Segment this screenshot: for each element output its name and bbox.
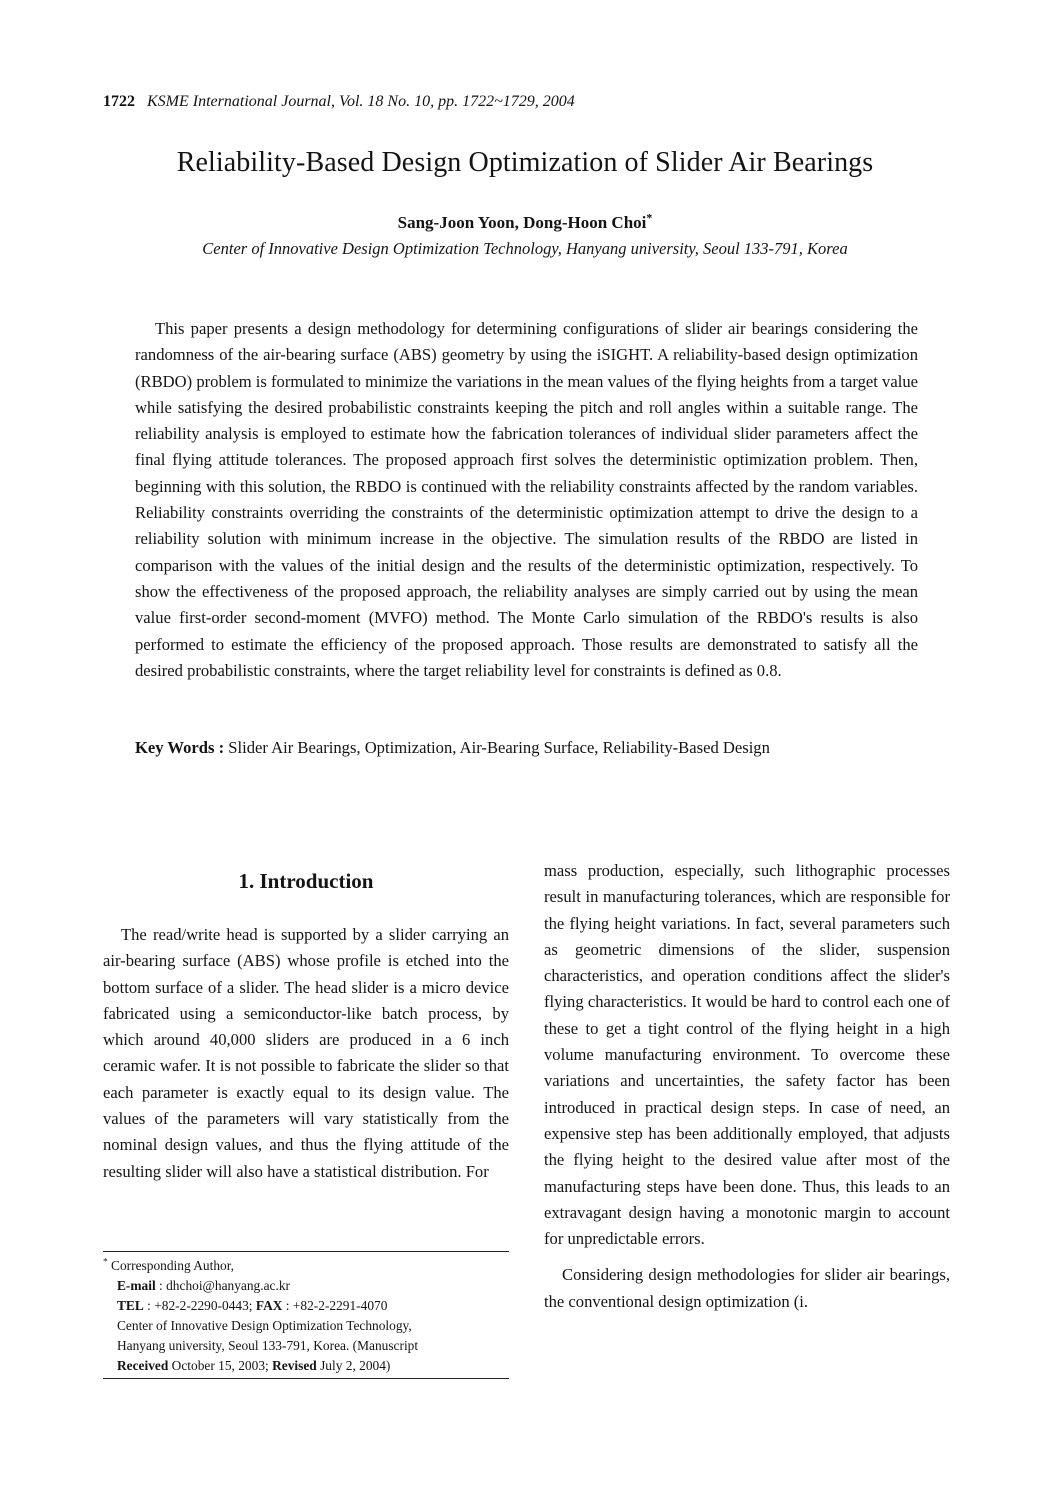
- footnote-address-2: Hanyang university, Seoul 133-791, Korea. (Manuscript: [117, 1338, 419, 1353]
- page-number: 1722: [103, 93, 135, 110]
- corresponding-author-mark: *: [646, 210, 653, 225]
- intro-paragraph-1-continued: mass production, especially, such lithographic processes result in manufacturing tolerances, which are responsible for the flying height variations. In fact, several parameters such as geometric dimensions of the slider, suspension characteristics, and operation conditions affect the slider's flying characteristics. It would be hard to control each one of these to get a tight control of the flying height in a high volume manufacturing environment. To overcome these variations and uncertainties, the safety factor has been introduced in practical design steps. In case of need, an expensive step has been additionally employed, that adjusts the flying height to the desired value after most of the manufacturing steps have been done. Thus, this leads to an extravagant design having a monotonic margin to account for unpredictable errors.: [544, 861, 950, 1249]
- footnote-mark: *: [103, 1257, 108, 1268]
- abstract: This paper presents a design methodology for determining configurations of slider air bearings considering the randomness of the air-bearing surface (ABS) geometry by using the iSIGHT. A reliability-based design optimization (RBDO) problem is formulated to minimize the variations in the mean values of the flying heights from a target value while satisfying the desired probabilistic constraints keeping the pitch and roll angles within a suitable range. The reliability analysis is employed to estimate how the fabrication tolerances of individual slider parameters affect the final flying attitude tolerances. The proposed approach first solves the deterministic optimization problem. Then, beginning with this solution, the RBDO is continued with the reliability constraints affected by the random variables. Reliability constraints overriding the constraints of the deterministic optimization attempt to drive the design to a reliability solution with minimum increase in the objective. The simulation results of the RBDO are listed in comparison with the values of the initial design and the results of the deterministic optimization, respectively. To show the effectiveness of the proposed approach, the reliability analyses are simply carried out by using the mean value first-order second-moment (MVFO) method. The Monte Carlo simulation of the RBDO's results is also performed to estimate the efficiency of the proposed approach. Those results are demonstrated to satisfy all the desired probabilistic constraints, where the target reliability level for constraints is defined as 0.8.: [135, 319, 918, 680]
- footnote-end-divider: [103, 1378, 509, 1379]
- keywords-label: Key Words :: [135, 738, 225, 757]
- footnote-dates: Received October 15, 2003; Revised July 2, 2004): [117, 1358, 391, 1373]
- intro-paragraph-2: Considering design methodologies for slider air bearings, the conventional design optimization (i.: [544, 1265, 950, 1311]
- author-list: [0, 212, 1050, 234]
- footnote-phone: TEL : +82-2-2290-0443; FAX : +82-2-2291-4070: [117, 1298, 388, 1313]
- paper-title: Reliability-Based Design Optimization of Slider Air Bearings: [176, 147, 874, 178]
- footnote-address-1: Center of Innovative Design Optimization Technology,: [117, 1318, 412, 1333]
- left-column: [103, 866, 509, 1185]
- keywords: [135, 736, 935, 760]
- section-heading-introduction: 1. Introduction: [238, 869, 374, 893]
- keywords-text: Slider Air Bearings, Optimization, Air-Bearing Surface, Reliability-Based Design: [228, 738, 770, 757]
- running-head: [103, 92, 575, 112]
- journal-citation: KSME International Journal, Vol. 18 No. 10, pp. 1722~1729, 2004: [147, 93, 575, 110]
- intro-paragraph-1: The read/write head is supported by a slider carrying an air-bearing surface (ABS) whose profile is etched into the bottom surface of a slider. The head slider is a micro device fabricated using a semiconductor-like batch process, by which around 40,000 sliders are produced in a 6 inch ceramic wafer. It is not possible to fabricate the slider so that each parameter is exactly equal to its design value. The values of the parameters will vary statistically from the nominal design values, and thus the flying attitude of the resulting slider will also have a statistical distribution. For: [103, 925, 509, 1181]
- footnote: [103, 1256, 509, 1376]
- footnote-email: E-mail : dhchoi@hanyang.ac.kr: [117, 1278, 290, 1293]
- footnote-line-1: * Corresponding Author,: [103, 1257, 234, 1273]
- right-column: [544, 858, 950, 1315]
- author-affiliation: Center of Innovative Design Optimization Technology, Hanyang university, Seoul 133-791, Korea: [202, 239, 848, 258]
- footnote-divider: [103, 1251, 509, 1252]
- author-names: Sang-Joon Yoon, Dong-Hoon Choi: [397, 213, 647, 232]
